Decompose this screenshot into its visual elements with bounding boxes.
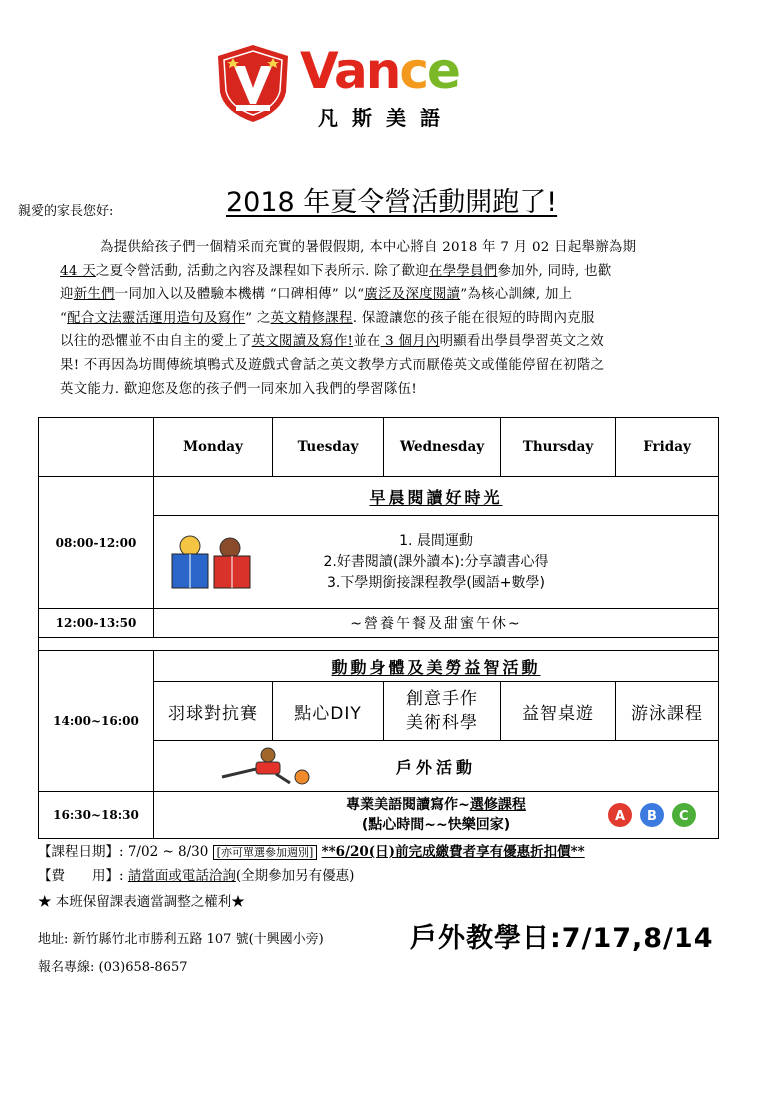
schedule-table: [38, 417, 719, 839]
time-slot: 12:00-13:50: [39, 609, 154, 638]
intro-line: 英文能力. 歡迎您及您的孩子們一同來加入我們的學習隊伍!: [60, 381, 418, 397]
course-dates: 【課程日期】: 7/02 ~ 8/30 [亦可單選參加週別] **6/20(日)前完成繳費者享有優惠折扣價**: [38, 844, 585, 860]
rights-notice: ★ 本班保留課表適當調整之權利★: [38, 894, 245, 910]
intro-line: 以往的恐懼並不由自主的愛上了英文閱讀及寫作!並在 3 個月內明顯看出學員學習英文之效: [60, 334, 604, 350]
sport-cell: 創意手作 美術科學: [384, 682, 501, 741]
header-row: [39, 418, 719, 477]
row-spacer: [39, 638, 719, 651]
phone: 報名專線: (03)658-8657: [38, 960, 188, 975]
intro-paragraph: [60, 236, 720, 401]
course-fee: 【費 用】: 請當面或電話洽詢(全期參加另有優惠): [38, 868, 355, 884]
day-header: Wednesday: [384, 418, 501, 477]
basketball-player-icon: [216, 747, 316, 787]
intro-line: 44 天之夏令營活動, 活動之內容及課程如下表所示. 除了歡迎在學學員們參加外, 同時, 也歡: [60, 263, 612, 279]
svg-text:C: C: [679, 809, 689, 824]
svg-text:B: B: [647, 809, 657, 824]
reading-kids-icon: [168, 532, 258, 592]
sport-cell: 游泳課程: [616, 682, 719, 741]
time-slot: 14:00~16:00: [39, 651, 154, 792]
day-header: Tuesday: [273, 418, 384, 477]
abc-kids-icon: [604, 798, 704, 832]
outdoor-activity: 戶外活動: [154, 741, 719, 792]
intro-line: 為提供給孩子們一個精采而充實的暑假假期, 本中心將自 2018 年 7 月 02 日起舉辦為期: [100, 240, 637, 255]
sport-cell: 羽球對抗賽: [154, 682, 273, 741]
vance-shield-logo: [212, 42, 294, 124]
brand-chinese-name: 凡斯美語: [318, 106, 454, 130]
activity-item: 1. 晨間運動: [399, 532, 473, 549]
afternoon-banner: 動動身體及美勞益智活動: [154, 651, 719, 682]
lunch-banner: ~營養午餐及甜蜜午休~: [154, 609, 719, 638]
intro-line: 迎新生們一同加入以及體驗本機構 “口碑相傳” 以“廣泛及深度閱讀”為核心訓練, 加上: [60, 287, 573, 303]
corner-cell: [39, 418, 154, 477]
sport-cell: 益智桌遊: [501, 682, 616, 741]
sport-cell: 點心DIY: [273, 682, 384, 741]
outdoor-days: 戶外教學日:7/17,8/14: [410, 923, 714, 954]
address: 地址: 新竹縣竹北市勝利五路 107 號(十興國小旁): [38, 932, 324, 947]
day-header: Thursday: [501, 418, 616, 477]
time-slot: 08:00-12:00: [39, 477, 154, 609]
morning-banner: 早晨閱讀好時光: [154, 477, 719, 516]
activity-item: 2.好書閱讀(課外讀本):分享讀書心得: [323, 553, 549, 570]
intro-line: “配合文法靈活運用造句及寫作” 之英文精修課程. 保證讓您的孩子能在很短的時間內克服: [60, 310, 595, 326]
svg-text:A: A: [615, 809, 626, 824]
time-slot: 16:30~18:30: [39, 792, 154, 839]
day-header: Monday: [154, 418, 273, 477]
greeting: 親愛的家長您好:: [18, 204, 114, 219]
writing-course: 專業美語閱讀寫作~選修課程 (點心時間~~快樂回家) A B C: [154, 792, 719, 839]
intro-line: 果! 不再因為坊間傳統填鴨式及遊戲式會話之英文教學方式而厭倦英文或僅能停留在初階之: [60, 357, 605, 373]
page-title: 2018 年夏令營活動開跑了!: [226, 187, 558, 218]
morning-activities: [154, 516, 719, 609]
brand-wordmark: Vance: [300, 42, 459, 100]
day-header: Friday: [616, 418, 719, 477]
activity-item: 3.下學期銜接課程教學(國語+數學): [326, 574, 545, 591]
